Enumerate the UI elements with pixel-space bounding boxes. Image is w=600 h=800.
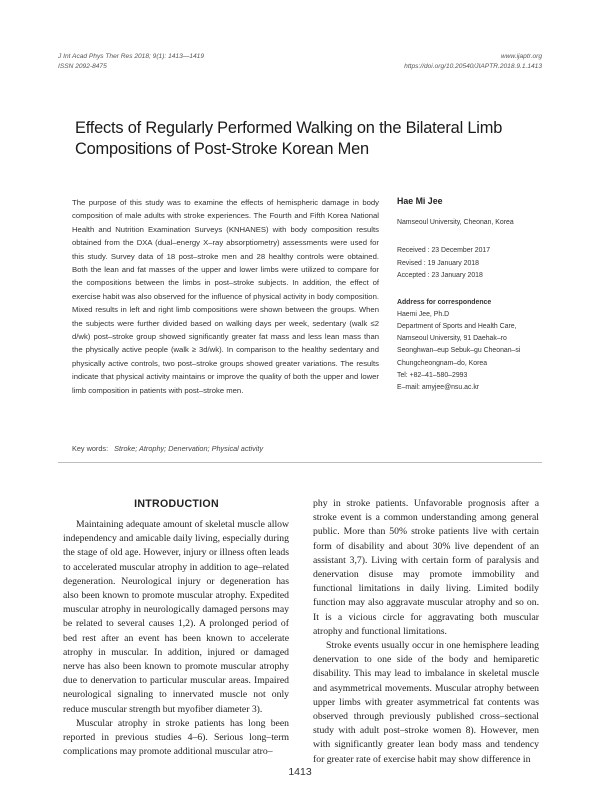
received-date: Received : 23 December 2017 xyxy=(397,247,491,254)
correspondence-block xyxy=(397,297,547,395)
doi-link[interactable]: https://doi.org/10.20540/JIAPTR.2018.9.1.1413 xyxy=(404,63,542,70)
keywords-label: Key words: xyxy=(72,444,109,453)
abstract-divider xyxy=(58,462,542,463)
intro-paragraph: Muscular atrophy in stroke patients has long been reported in previous studies 4–6). Serious long–term complications may promote additional muscular atro– xyxy=(63,717,289,758)
section-heading-introduction: INTRODUCTION xyxy=(134,498,219,510)
accepted-date: Accepted : 23 January 2018 xyxy=(397,272,483,279)
correspondence-name: Haemi Jee, Ph.D xyxy=(397,310,450,318)
author-sidebar xyxy=(397,196,547,394)
correspondence-address: Seonghwan–eup Sebuk–gu Cheonan–si xyxy=(397,347,521,355)
intro-paragraph: phy in stroke patients. Unfavorable prognosis after a stroke event is a common understanding among general public. More than 50% stroke patients live with certain form of disability and about 30% live dependent of an assistant 3,7). Living with certain form of paralysis and denervation disuse may promote immobility and functional limitations in daily living. Limited bodily function may also aggravate muscular atrophy and so on. It is a vicious circle for aggravating both muscular atrophy and functional limitations. xyxy=(313,498,539,637)
correspondence-email[interactable]: E–mail: amyjee@nsu.ac.kr xyxy=(397,383,480,391)
correspondence-region: Chungcheongnam–do, Korea xyxy=(397,359,488,367)
abstract: The purpose of this study was to examine the effects of hemispheric damage in body composition of male adults with stroke experiences. The Fourth and Fifth Korea National Health and Nutrition Examination Surveys (KNHANES) with body composition results obtained from the DXA (dual–energy X–ray absorptiometry) assessments were used for this study. Survey data of 18 post–stroke men and 28 healthy controls were obtained. Both the lean and fat masses of the upper and lower limbs were utilized to compare for the compositions between the limbs in post–stroke subjects. In addition, the effect of exercise habit was also observed for the influence of physical activity in body composition. Mixed results in left and right limb compositions were shown between the groups. When the subjects were further divided based on walking days per week, sedentary (walk ≤2 d/wk) post–stroke group showed significantly greater fat mass and less lean mass than the physically active people (walk ≥ 3d/wk). In comparison to the healthy sedentary and physically active controls, two post–stroke groups showed greater variations. The results indicate that physical activity maintains or improve the quality of both the upper and lower limb composition in patients with post–stroke men. xyxy=(72,198,379,395)
intro-paragraph: Maintaining adequate amount of skeletal muscle allow independency and amicable daily living, especially during the stage of old age. However, injury or illness often leads to accelerated muscular atrophy in addition to age–related degeneration. Neurological injury or degeneration has also been known to promote muscular atrophy. Expedited muscular atrophy in neurologically damaged persons may be related to several causes 1,2). A prolonged period of bed rest after an event has been known to accelerate atrophy in muscular. In addition, injured or damaged nerve has also been known to promote muscular atrophy due to denervation to particular muscular areas. Impaired neurological signaling to innervated muscle not only reduce muscular strength but myofiber diameter 3). xyxy=(63,519,289,715)
author-affiliation: Namseoul University, Cheonan, Korea xyxy=(397,219,514,226)
page-number: 1413 xyxy=(288,766,312,778)
website-link[interactable]: www.ijaptr.org xyxy=(500,53,542,60)
journal-citation: J Int Acad Phys Ther Res 2018; 9(1): 1413—1419 xyxy=(58,53,204,60)
revised-date: Revised : 19 January 2018 xyxy=(397,259,479,267)
correspondence-phone: Tel: +82–41–580–2993 xyxy=(397,371,468,379)
keywords xyxy=(72,444,263,453)
correspondence-university: Namseoul University, 91 Daehak–ro xyxy=(397,335,507,343)
correspondence-heading: Address for correspondence xyxy=(397,298,492,306)
paper-title: Effects of Regularly Performed Walking on the Bilateral Limb Compositions of Post-Stroke Korean Men xyxy=(75,119,503,158)
issn: ISSN 2092-8475 xyxy=(58,63,107,70)
correspondence-department: Department of Sports and Health Care, xyxy=(397,322,517,330)
manuscript-dates xyxy=(397,245,547,283)
author-name: Hae Mi Jee xyxy=(397,196,443,206)
intro-paragraph: Stroke events usually occur in one hemisphere leading denervation to one side of the body and hemiparetic disability. This may lead to imbalance in skeletal muscle and asymmetrical movements. Muscular atrophy between upper limbs with greater asymmetrical fat contents was observed through previously published cross–sectional study with adult post–stroke women 8). However, men with significantly greater lean body mass and tendency for greater rate of exercise habit may show difference in xyxy=(313,640,539,765)
body-column-right xyxy=(313,497,539,767)
keywords-terms: Stroke; Atrophy; Denervation; Physical activity xyxy=(114,444,264,453)
journal-header xyxy=(58,52,204,72)
body-column-left xyxy=(63,518,289,759)
journal-links xyxy=(404,52,542,72)
